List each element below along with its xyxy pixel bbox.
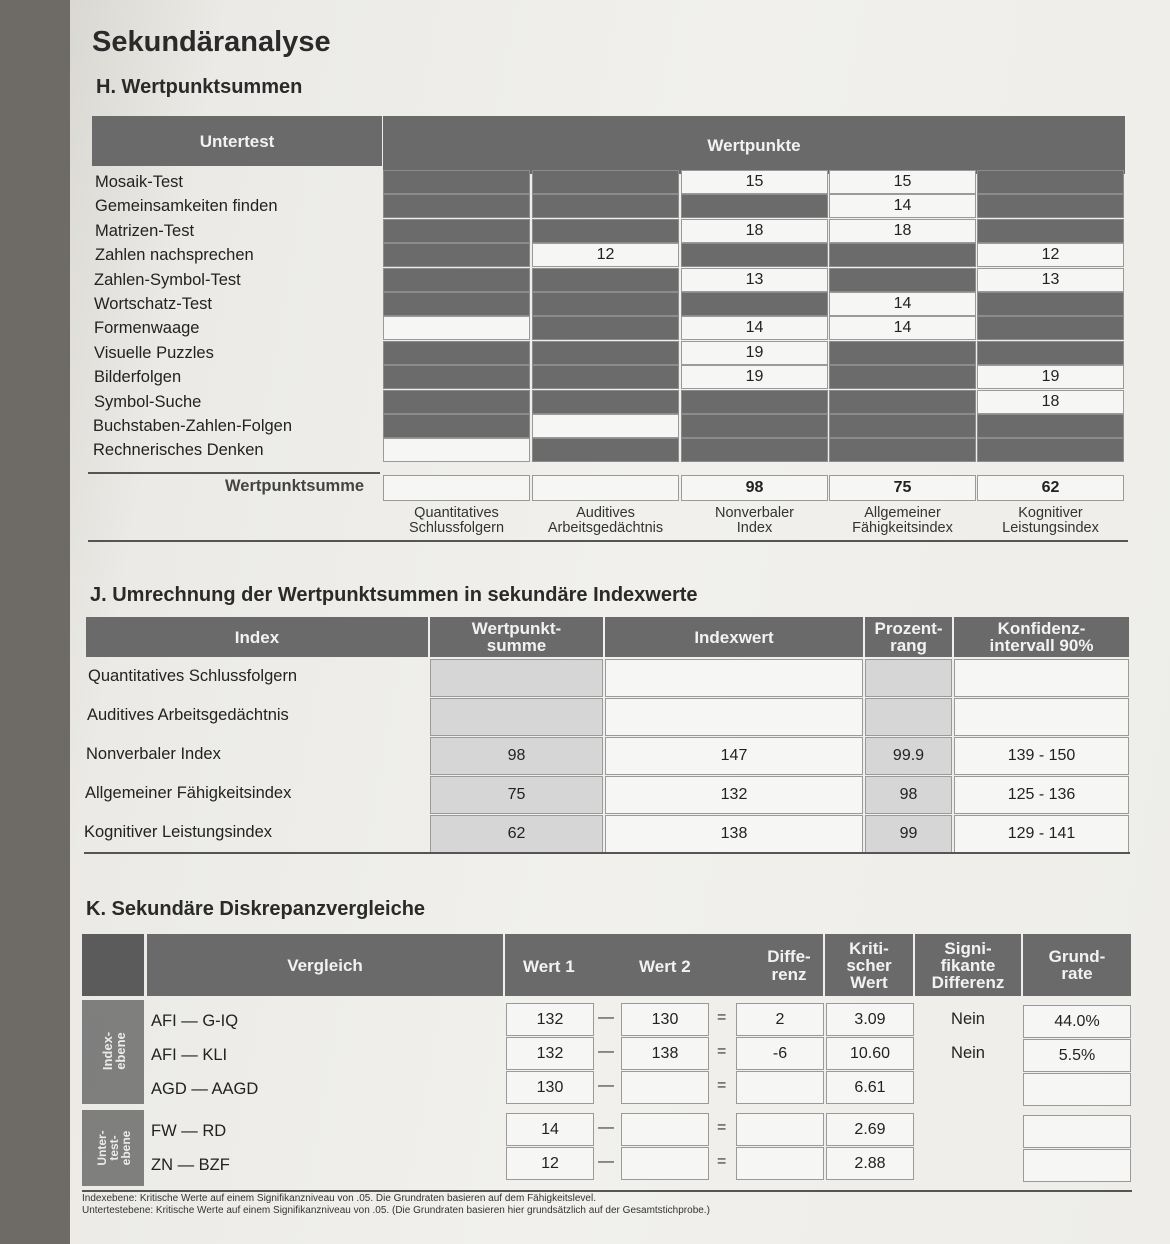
score-value: 18 bbox=[893, 222, 912, 239]
subtest-level-label bbox=[96, 1110, 132, 1186]
index-column-label bbox=[681, 506, 828, 536]
score-cell bbox=[532, 365, 679, 389]
wertpunktsumme-cell[interactable] bbox=[430, 737, 603, 775]
kw-header-line2: scher bbox=[846, 955, 892, 975]
indexwert-cell-value: 132 bbox=[720, 786, 748, 803]
konfidenz-cell-value: 139 - 150 bbox=[1007, 747, 1076, 764]
index-col-header bbox=[86, 617, 428, 657]
wert1-cell[interactable] bbox=[506, 1003, 594, 1036]
score-cell bbox=[977, 194, 1124, 218]
score-cell bbox=[977, 292, 1124, 316]
empty-score-cell[interactable] bbox=[383, 316, 530, 340]
kritischer-wert-cell-value: 2.69 bbox=[854, 1120, 886, 1138]
wert2-cell[interactable] bbox=[621, 1037, 709, 1070]
subtest-level-label-line2: test- bbox=[107, 1135, 121, 1161]
index-row-label: Quantitatives Schlussfolgern bbox=[88, 667, 298, 685]
sum-divider bbox=[88, 472, 380, 474]
score-cell bbox=[532, 390, 679, 414]
sum-value: 62 bbox=[1041, 479, 1060, 496]
score-cell bbox=[681, 243, 828, 267]
index-column-label-line1: Quantitatives bbox=[414, 505, 499, 521]
kritischer-wert-cell[interactable] bbox=[826, 1037, 914, 1070]
wertpunktsumme-cell[interactable] bbox=[430, 659, 603, 697]
score-cell bbox=[977, 170, 1124, 194]
vergleich-header-label: Vergleich bbox=[287, 955, 363, 975]
score-value: 19 bbox=[745, 368, 764, 385]
score-cell[interactable] bbox=[829, 292, 976, 316]
indexwert-cell[interactable] bbox=[605, 776, 863, 814]
grundrate-cell[interactable] bbox=[1023, 1073, 1131, 1106]
sum-cell[interactable] bbox=[383, 475, 530, 501]
wert2-header-label: Wert 2 bbox=[639, 957, 691, 976]
konfidenz-cell[interactable] bbox=[954, 815, 1129, 853]
page-title: Sekundäranalyse bbox=[92, 26, 331, 58]
grundrate-value: 5.5% bbox=[1058, 1046, 1096, 1064]
score-cell bbox=[532, 194, 679, 218]
score-cell bbox=[532, 219, 679, 243]
index-column-label-line1: Allgemeiner bbox=[864, 505, 941, 521]
wertpunktsumme-cell[interactable] bbox=[430, 815, 603, 853]
score-value: 15 bbox=[745, 173, 764, 190]
score-cell bbox=[532, 170, 679, 194]
wert1-cell-value: 130 bbox=[536, 1078, 564, 1096]
index-level-label-line1: Index- bbox=[100, 1031, 115, 1071]
prozentrang-col-header bbox=[865, 617, 952, 657]
sum-cell[interactable] bbox=[681, 475, 828, 501]
equals-sign: = bbox=[717, 1009, 727, 1026]
sum-cell[interactable] bbox=[977, 475, 1124, 501]
empty-score-cell[interactable] bbox=[383, 438, 530, 462]
score-cell[interactable] bbox=[977, 390, 1124, 414]
comparison-label: ZN — BZF bbox=[151, 1156, 230, 1174]
grundrate-cell[interactable] bbox=[1023, 1115, 1131, 1148]
index-level-label bbox=[101, 1013, 127, 1089]
konfidenz-col-header bbox=[954, 617, 1129, 657]
konfidenz-cell[interactable] bbox=[954, 737, 1129, 775]
differenz-cell-value: 2 bbox=[775, 1010, 785, 1028]
subtest-label: Rechnerisches Denken bbox=[93, 441, 264, 459]
prozentrang-cell[interactable] bbox=[865, 737, 952, 775]
score-cell bbox=[383, 170, 530, 194]
score-value: 12 bbox=[1041, 246, 1060, 263]
wertpunktsumme-cell-value: 75 bbox=[507, 786, 526, 803]
minus-sign: — bbox=[598, 1043, 614, 1060]
untertest-header-label: Untertest bbox=[199, 131, 275, 151]
score-cell bbox=[977, 341, 1124, 365]
kritischer-wert-col-header bbox=[825, 934, 913, 996]
score-value: 14 bbox=[745, 319, 764, 336]
indexwert-cell[interactable] bbox=[605, 698, 863, 736]
subtest-level-label-line1: Unter- bbox=[95, 1130, 109, 1166]
index-column-label bbox=[977, 506, 1124, 536]
index-column-label-line1: Auditives bbox=[576, 505, 635, 521]
score-cell bbox=[681, 438, 828, 462]
konfidenz-cell-value: 125 - 136 bbox=[1007, 786, 1076, 803]
wert1-header-label: Wert 1 bbox=[523, 957, 575, 976]
subtest-label: Symbol-Suche bbox=[94, 393, 202, 411]
wertpunktsumme-cell[interactable] bbox=[430, 698, 603, 736]
score-cell[interactable] bbox=[977, 243, 1124, 267]
score-cell bbox=[681, 194, 828, 218]
index-column-label bbox=[532, 506, 679, 536]
index-column-label-line2: Fähigkeitsindex bbox=[852, 520, 953, 536]
score-value: 12 bbox=[596, 246, 615, 263]
indexwert-cell-value: 147 bbox=[720, 747, 748, 764]
prozentrang-cell[interactable] bbox=[865, 659, 952, 697]
signifikant-col-header bbox=[915, 934, 1021, 996]
score-value: 18 bbox=[745, 222, 764, 239]
form-page bbox=[70, 0, 1170, 1244]
score-cell bbox=[681, 292, 828, 316]
score-value: 15 bbox=[893, 173, 912, 190]
kritischer-wert-cell[interactable] bbox=[826, 1071, 914, 1104]
wertpunktsumme-cell-value: 62 bbox=[507, 825, 526, 842]
subtest-label: Wortschatz-Test bbox=[94, 295, 212, 313]
index-column-label bbox=[383, 506, 530, 536]
index-row-label: Allgemeiner Fähigkeitsindex bbox=[85, 784, 292, 802]
indexwert-cell[interactable] bbox=[605, 815, 863, 853]
score-cell bbox=[383, 292, 530, 316]
wps-header-line2: summe bbox=[486, 636, 547, 655]
index-level-label-line2: ebene bbox=[113, 1032, 128, 1070]
differenz-cell[interactable] bbox=[736, 1003, 824, 1036]
diff-header-line2: renz bbox=[771, 965, 807, 984]
section-h-bottom-rule bbox=[88, 540, 1128, 542]
konfidenz-cell[interactable] bbox=[954, 776, 1129, 814]
subtest-label: Formenwaage bbox=[94, 319, 200, 337]
kritischer-wert-cell-value: 6.61 bbox=[854, 1078, 886, 1096]
index-column-label-line2: Leistungsindex bbox=[1002, 520, 1099, 536]
score-cell bbox=[383, 268, 530, 292]
vergleich-col-header bbox=[147, 934, 503, 996]
section-j-heading: J. Umrechnung der Wertpunktsummen in sekundäre Indexwerte bbox=[90, 584, 698, 606]
index-column-label-line1: Nonverbaler bbox=[715, 505, 794, 521]
differenz-cell[interactable] bbox=[736, 1147, 824, 1180]
score-cell bbox=[383, 414, 530, 438]
comparison-label: AGD — AAGD bbox=[151, 1080, 259, 1098]
equals-sign: = bbox=[717, 1153, 727, 1170]
wert2-cell-value: 130 bbox=[651, 1010, 679, 1028]
wps-col-header bbox=[430, 617, 603, 657]
wert1-cell-value: 14 bbox=[541, 1120, 559, 1138]
score-cell bbox=[977, 438, 1124, 462]
score-cell bbox=[532, 341, 679, 365]
score-cell bbox=[383, 219, 530, 243]
comparison-label: AFI — KLI bbox=[151, 1046, 228, 1064]
wert2-cell[interactable] bbox=[621, 1113, 709, 1146]
footnote-subtest-level: Untertestebene: Kritische Werte auf einem Signifikanzniveau von .05. (Die Grundraten basieren hier grundsätzlich auf der Gesamtstichprobe.) bbox=[82, 1205, 710, 1216]
score-cell[interactable] bbox=[829, 170, 976, 194]
score-cell[interactable] bbox=[977, 268, 1124, 292]
score-cell bbox=[829, 414, 976, 438]
score-cell bbox=[829, 365, 976, 389]
score-value: 19 bbox=[745, 344, 764, 361]
score-cell bbox=[829, 268, 976, 292]
equals-sign: = bbox=[717, 1119, 727, 1136]
score-cell bbox=[532, 268, 679, 292]
wertpunkte-header bbox=[383, 116, 1125, 174]
score-value: 14 bbox=[893, 295, 912, 312]
kritischer-wert-cell[interactable] bbox=[826, 1113, 914, 1146]
score-value: 19 bbox=[1041, 368, 1060, 385]
diff-header-line1: Diffe- bbox=[767, 947, 811, 966]
score-value: 14 bbox=[893, 197, 912, 214]
minus-sign: — bbox=[598, 1077, 614, 1094]
subtest-level-label-line3: ebene bbox=[119, 1130, 133, 1166]
score-cell[interactable] bbox=[829, 316, 976, 340]
prozentrang-cell[interactable] bbox=[865, 776, 952, 814]
indexwert-col-header bbox=[605, 617, 863, 657]
score-cell bbox=[383, 243, 530, 267]
section-j-bottom-rule bbox=[84, 852, 1130, 854]
wert1-cell-value: 132 bbox=[536, 1010, 564, 1028]
wert1-cell-value: 132 bbox=[536, 1044, 564, 1062]
index-row-label: Nonverbaler Index bbox=[86, 745, 221, 763]
kw-header-line3: Wert bbox=[850, 972, 888, 992]
comparison-label: AFI — G-IQ bbox=[151, 1012, 239, 1030]
score-cell bbox=[977, 219, 1124, 243]
sum-cell[interactable] bbox=[829, 475, 976, 501]
subtest-label: Buchstaben-Zahlen-Folgen bbox=[93, 417, 293, 435]
score-cell bbox=[532, 438, 679, 462]
score-cell bbox=[383, 341, 530, 365]
comparison-label: FW — RD bbox=[151, 1122, 227, 1140]
section-k-heading: K. Sekundäre Diskrepanzvergleiche bbox=[86, 898, 426, 920]
index-level-group bbox=[82, 1000, 144, 1104]
kritischer-wert-cell[interactable] bbox=[826, 1003, 914, 1036]
index-column-label-line2: Index bbox=[736, 520, 773, 536]
wert2-cell[interactable] bbox=[621, 1147, 709, 1180]
score-cell bbox=[383, 390, 530, 414]
prozentrang-cell-value: 99 bbox=[899, 825, 918, 842]
wert1-cell[interactable] bbox=[506, 1113, 594, 1146]
group-header-corner bbox=[82, 934, 144, 996]
subtest-label: Zahlen-Symbol-Test bbox=[94, 271, 241, 289]
ki-header-line2: intervall 90% bbox=[989, 636, 1094, 655]
score-cell[interactable] bbox=[681, 341, 828, 365]
differenz-cell[interactable] bbox=[736, 1037, 824, 1070]
wert-col-header bbox=[505, 934, 823, 996]
wert1-cell[interactable] bbox=[506, 1037, 594, 1070]
gr-header-line2: rate bbox=[1061, 964, 1093, 983]
wert2-cell-value: 138 bbox=[651, 1044, 679, 1062]
sig-header-line1: Signi- bbox=[944, 938, 992, 958]
differenz-cell[interactable] bbox=[736, 1071, 824, 1104]
index-column-label-line1: Kognitiver bbox=[1018, 505, 1083, 521]
subtest-level-group bbox=[82, 1110, 144, 1186]
signifikanz-value: Nein bbox=[951, 1010, 985, 1028]
score-cell[interactable] bbox=[681, 268, 828, 292]
signifikanz-value: Nein bbox=[951, 1044, 985, 1062]
wert1-cell-value: 12 bbox=[541, 1154, 559, 1172]
sum-cell[interactable] bbox=[532, 475, 679, 501]
subtest-label: Matrizen-Test bbox=[95, 222, 195, 240]
score-cell[interactable] bbox=[681, 365, 828, 389]
score-cell bbox=[829, 390, 976, 414]
pr-header-line2: rang bbox=[890, 636, 927, 655]
konfidenz-cell-value: 129 - 141 bbox=[1007, 825, 1076, 842]
score-cell bbox=[532, 292, 679, 316]
sig-header-line2: fikante bbox=[940, 955, 996, 975]
score-cell bbox=[383, 365, 530, 389]
wertpunkte-header-label: Wertpunkte bbox=[707, 135, 801, 155]
wertpunktsumme-cell-value: 98 bbox=[507, 747, 526, 764]
ki-header-line1: Konfidenz- bbox=[997, 619, 1086, 638]
prozentrang-cell-value: 99.9 bbox=[892, 747, 925, 764]
konfidenz-cell[interactable] bbox=[954, 659, 1129, 697]
section-h-heading: H. Wertpunktsummen bbox=[96, 76, 303, 98]
wert1-cell[interactable] bbox=[506, 1147, 594, 1180]
score-cell[interactable] bbox=[829, 194, 976, 218]
prozentrang-cell-value: 98 bbox=[899, 786, 918, 803]
sig-header-line3: Differenz bbox=[931, 972, 1005, 992]
grundrate-cell[interactable] bbox=[1023, 1005, 1131, 1038]
subtest-label: Gemeinsamkeiten finden bbox=[95, 197, 278, 215]
score-cell bbox=[829, 243, 976, 267]
score-cell bbox=[681, 414, 828, 438]
score-cell bbox=[681, 390, 828, 414]
score-cell[interactable] bbox=[829, 219, 976, 243]
kritischer-wert-cell-value: 2.88 bbox=[854, 1154, 886, 1172]
grundrate-cell[interactable] bbox=[1023, 1149, 1131, 1182]
wert2-cell[interactable] bbox=[621, 1003, 709, 1036]
indexwert-cell[interactable] bbox=[605, 659, 863, 697]
prozentrang-cell[interactable] bbox=[865, 698, 952, 736]
equals-sign: = bbox=[717, 1077, 727, 1094]
indexwert-cell-value: 138 bbox=[720, 825, 748, 842]
score-value: 14 bbox=[893, 319, 912, 336]
score-value: 13 bbox=[745, 271, 764, 288]
minus-sign: — bbox=[598, 1009, 614, 1026]
sum-label: Wertpunktsumme bbox=[225, 477, 365, 495]
indexwert-header-label: Indexwert bbox=[694, 627, 774, 647]
score-cell[interactable] bbox=[681, 219, 828, 243]
score-cell bbox=[532, 316, 679, 340]
sum-value: 98 bbox=[745, 479, 764, 496]
minus-sign: — bbox=[598, 1119, 614, 1136]
footnote-index-level: Indexebene: Kritische Werte auf einem Signifikanzniveau von .05. Die Grundraten basieren auf dem Fähigkeitslevel. bbox=[82, 1193, 596, 1204]
sum-value: 75 bbox=[893, 479, 912, 496]
index-row-label: Auditives Arbeitsgedächtnis bbox=[87, 706, 289, 724]
score-value: 18 bbox=[1041, 393, 1060, 410]
index-column-label-line2: Arbeitsgedächtnis bbox=[547, 520, 664, 536]
index-column-label bbox=[829, 506, 976, 536]
pr-header-line1: Prozent- bbox=[874, 619, 943, 638]
minus-sign: — bbox=[598, 1153, 614, 1170]
gr-header-line1: Grund- bbox=[1048, 947, 1106, 966]
score-cell[interactable] bbox=[977, 365, 1124, 389]
score-cell bbox=[829, 341, 976, 365]
subtest-label: Bilderfolgen bbox=[94, 368, 182, 386]
indexwert-cell[interactable] bbox=[605, 737, 863, 775]
score-cell[interactable] bbox=[532, 243, 679, 267]
wert2-cell[interactable] bbox=[621, 1071, 709, 1104]
wert1-cell[interactable] bbox=[506, 1071, 594, 1104]
empty-score-cell[interactable] bbox=[532, 414, 679, 438]
score-cell bbox=[977, 414, 1124, 438]
equals-sign: = bbox=[717, 1043, 727, 1060]
untertest-header bbox=[92, 116, 382, 166]
grundrate-col-header bbox=[1023, 934, 1131, 996]
section-k-bottom-rule bbox=[82, 1190, 1132, 1192]
kritischer-wert-cell-value: 3.09 bbox=[854, 1010, 886, 1028]
subtest-label: Mosaik-Test bbox=[95, 173, 184, 191]
score-cell[interactable] bbox=[681, 316, 828, 340]
kw-header-line1: Kriti- bbox=[849, 938, 889, 958]
wertpunktsumme-cell[interactable] bbox=[430, 776, 603, 814]
score-cell bbox=[383, 194, 530, 218]
subtest-label: Zahlen nachsprechen bbox=[95, 246, 254, 264]
prozentrang-cell[interactable] bbox=[865, 815, 952, 853]
score-cell bbox=[977, 316, 1124, 340]
wps-header-line1: Wertpunkt- bbox=[471, 619, 562, 638]
subtest-label: Visuelle Puzzles bbox=[94, 344, 214, 362]
index-column-label-line2: Schlussfolgern bbox=[408, 520, 505, 536]
score-cell bbox=[829, 438, 976, 462]
grundrate-value: 44.0% bbox=[1054, 1012, 1100, 1030]
differenz-cell-value: -6 bbox=[772, 1044, 788, 1062]
kritischer-wert-cell-value: 10.60 bbox=[849, 1044, 891, 1062]
index-row-label: Kognitiver Leistungsindex bbox=[84, 823, 273, 841]
score-value: 13 bbox=[1041, 271, 1060, 288]
score-cell[interactable] bbox=[681, 170, 828, 194]
kritischer-wert-cell[interactable] bbox=[826, 1147, 914, 1180]
konfidenz-cell[interactable] bbox=[954, 698, 1129, 736]
differenz-cell[interactable] bbox=[736, 1113, 824, 1146]
index-col-header-label: Index bbox=[234, 627, 280, 647]
grundrate-cell[interactable] bbox=[1023, 1039, 1131, 1072]
